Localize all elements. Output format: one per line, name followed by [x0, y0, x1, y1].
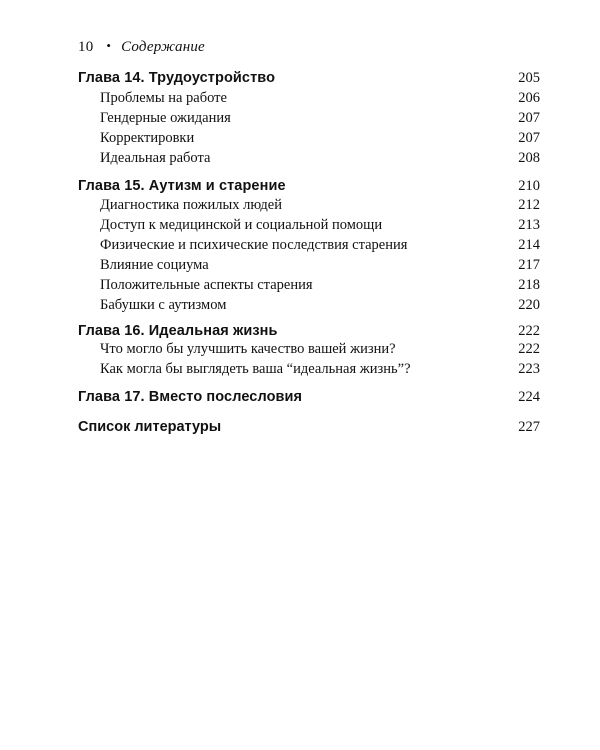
toc-entry [100, 110, 540, 130]
toc-entry [100, 237, 540, 257]
entry-page: 217 [518, 257, 540, 273]
toc-chapter-15 [78, 178, 540, 198]
chapter-title: Глава 16. Идеальная жизнь [78, 323, 278, 339]
toc-entry [100, 150, 540, 170]
entry-title: Диагностика пожилых людей [100, 197, 283, 213]
entry-page: 218 [518, 277, 540, 293]
entry-title: Что могло бы улучшить качество вашей жизни? [100, 341, 396, 357]
chapter-title: Глава 15. Аутизм и старение [78, 178, 286, 194]
entry-page: 207 [518, 130, 540, 146]
entry-page: 223 [518, 361, 540, 377]
toc-entry [100, 217, 540, 237]
entry-title: Физические и психические последствия старения [100, 237, 408, 253]
entry-page: 207 [518, 110, 540, 126]
entry-page: 214 [518, 237, 540, 253]
toc-entry [100, 197, 540, 217]
page-number: 10 [78, 39, 94, 55]
references-page: 227 [518, 419, 540, 435]
entry-title: Как могла бы выглядеть ваша “идеальная жизнь”? [100, 361, 411, 377]
toc-entry [100, 341, 540, 361]
entry-title: Бабушки с аутизмом [100, 297, 227, 313]
entry-page: 212 [518, 197, 540, 213]
toc-chapter-16 [78, 323, 540, 343]
entry-title: Проблемы на работе [100, 90, 227, 106]
chapter-page: 210 [518, 178, 540, 194]
entry-title: Гендерные ожидания [100, 110, 231, 126]
chapter-page: 224 [518, 389, 540, 405]
entry-title: Идеальная работа [100, 150, 211, 166]
chapter-title: Глава 14. Трудоустройство [78, 70, 276, 86]
toc-entry [100, 257, 540, 277]
toc-references [78, 419, 540, 439]
bullet-separator: • [106, 38, 112, 53]
toc-chapter-14 [78, 70, 540, 90]
entry-title: Доступ к медицинской и социальной помощи [100, 217, 383, 233]
section-title: Содержание [121, 39, 205, 55]
toc-entry [100, 130, 540, 150]
toc-entry [100, 361, 540, 381]
toc-entry [100, 277, 540, 297]
toc-entry [100, 90, 540, 110]
toc-entry [100, 297, 540, 317]
chapter-page: 205 [518, 70, 540, 86]
entry-page: 208 [518, 150, 540, 166]
references-title: Список литературы [78, 419, 222, 435]
entry-title: Корректировки [100, 130, 195, 146]
entry-page: 206 [518, 90, 540, 106]
entry-title: Положительные аспекты старения [100, 277, 313, 293]
entry-page: 213 [518, 217, 540, 233]
entry-page: 220 [518, 297, 540, 313]
toc-chapter-17 [78, 389, 540, 409]
entry-page: 222 [518, 341, 540, 357]
entry-title: Влияние социума [100, 257, 209, 273]
chapter-title: Глава 17. Вместо послесловия [78, 389, 303, 405]
chapter-page: 222 [518, 323, 540, 339]
